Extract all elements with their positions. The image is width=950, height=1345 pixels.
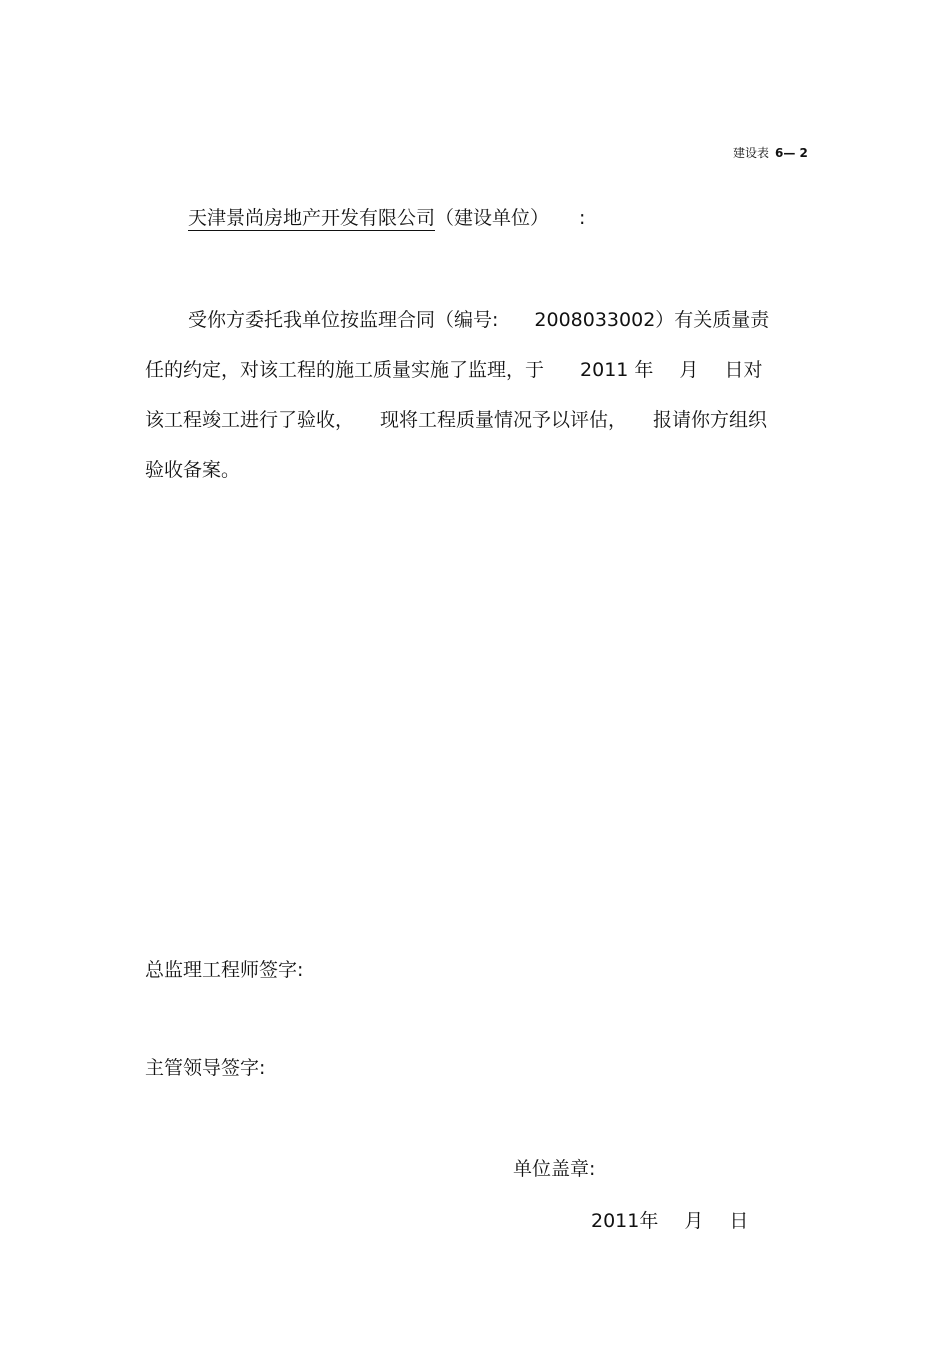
body-line-3-c: 报请你方组织 (653, 409, 768, 431)
inspection-year: 2011 年 (580, 359, 654, 381)
body-line-3-b: 现将工程质量情况予以评估， (380, 409, 628, 431)
contract-number: 2008033002 (534, 309, 656, 331)
signature-date (591, 1206, 748, 1233)
body-line-1-tail: ）有关质量责 (655, 309, 770, 331)
body-line-3 (145, 405, 767, 432)
date-day: 日 (729, 1210, 749, 1232)
addressee-role: （建设单位） (435, 207, 550, 229)
form-number: 6— 2 (775, 146, 808, 160)
body-line-4: 验收备案。 (145, 459, 241, 481)
inspection-day: 日对 (724, 359, 763, 381)
chief-engineer-signature-label: 总监理工程师签字: (145, 959, 304, 981)
supervisor-signature-label: 主管领导签字: (145, 1057, 266, 1079)
unit-seal-label: 单位盖章: (513, 1158, 596, 1180)
body-line-1 (188, 305, 769, 332)
body-line-2 (145, 355, 762, 382)
date-year: 2011年 (591, 1210, 659, 1232)
form-code (733, 144, 808, 161)
addressee-colon: : (579, 207, 586, 229)
inspection-month: 月 (679, 359, 699, 381)
addressee-line (188, 203, 585, 230)
body-line-3-a: 该工程竣工进行了验收， (145, 409, 355, 431)
date-month: 月 (684, 1210, 704, 1232)
body-line-1-text: 受你方委托我单位按监理合同（编号: (188, 309, 499, 331)
body-line-2-text: 任的约定，对该工程的施工质量实施了监理，于 (145, 359, 545, 381)
form-label: 建设表 (733, 146, 770, 160)
addressee-company: 天津景尚房地产开发有限公司 (188, 207, 436, 229)
